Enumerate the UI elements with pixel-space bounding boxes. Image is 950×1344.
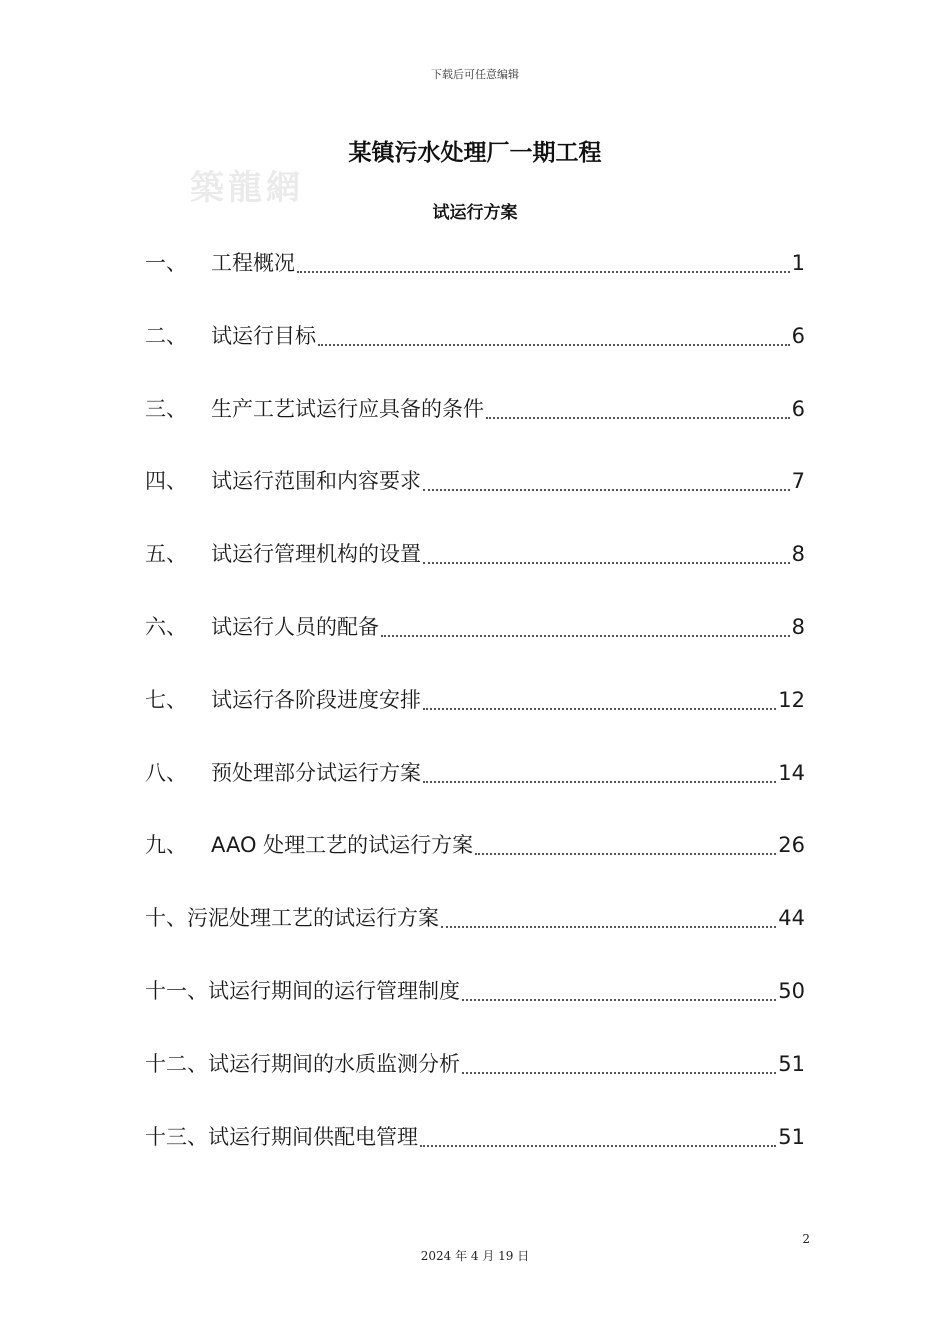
- toc-dot-leader: [381, 609, 790, 637]
- toc-entry-title: 试运行范围和内容要求: [211, 469, 421, 494]
- toc-entry-title: 污泥处理工艺的试运行方案: [187, 906, 439, 931]
- toc-entry-title: 试运行各阶段进度安排: [211, 687, 421, 712]
- toc-dot-leader: [423, 682, 776, 710]
- toc-entry-number: 八、: [145, 760, 187, 785]
- toc-entry-number: 十一、: [145, 978, 208, 1003]
- table-of-contents: [145, 245, 805, 1191]
- toc-dot-leader: [462, 973, 776, 1001]
- toc-entry-title: 工程概况: [211, 251, 295, 275]
- toc-entry-number: 二、: [145, 323, 187, 348]
- toc-entry-title: 试运行期间供配电管理: [208, 1124, 418, 1149]
- toc-entry[interactable]: [145, 827, 805, 900]
- toc-entry-page: 8: [791, 542, 805, 567]
- toc-dot-leader: [423, 755, 776, 783]
- toc-entry-page: 6: [791, 396, 805, 421]
- toc-dot-leader: [462, 1046, 776, 1074]
- toc-entry[interactable]: [145, 900, 805, 973]
- toc-dot-leader: [475, 827, 776, 855]
- toc-entry[interactable]: [145, 1119, 805, 1192]
- toc-entry-number: 九、: [145, 833, 187, 858]
- toc-entry-title: 生产工艺试运行应具备的条件: [211, 396, 484, 421]
- toc-entry-page: 50: [778, 978, 805, 1003]
- toc-entry-page: 1: [791, 251, 805, 275]
- toc-entry-number: 十、: [145, 906, 187, 931]
- header-note: 下载后可任意编辑: [431, 68, 519, 81]
- toc-entry-title: AAO 处理工艺的试运行方案: [211, 833, 474, 858]
- toc-entry-number: 一、: [145, 251, 187, 275]
- toc-dot-leader: [486, 391, 790, 419]
- toc-entry-page: 51: [778, 1051, 805, 1076]
- toc-dot-leader: [423, 463, 790, 491]
- toc-entry-number: 十二、: [145, 1051, 208, 1076]
- toc-entry-page: 51: [778, 1124, 805, 1149]
- document-title: 某镇污水处理厂一期工程: [348, 140, 602, 166]
- toc-entry[interactable]: [145, 1046, 805, 1119]
- toc-entry-number: 三、: [145, 396, 187, 421]
- toc-entry-page: 14: [778, 760, 805, 785]
- toc-dot-leader: [441, 900, 776, 928]
- toc-entry[interactable]: [145, 609, 805, 682]
- toc-entry[interactable]: [145, 463, 805, 536]
- toc-entry-number: 十三、: [145, 1124, 208, 1149]
- footer-date: 2024 年 4 月 19 日: [420, 1249, 530, 1263]
- toc-entry[interactable]: [145, 536, 805, 609]
- page-number: 2: [802, 1232, 810, 1246]
- toc-entry-title: 试运行目标: [211, 323, 316, 348]
- toc-entry[interactable]: [145, 682, 805, 755]
- toc-entry[interactable]: [145, 245, 805, 318]
- toc-entry-number: 七、: [145, 687, 187, 712]
- toc-entry-title: 试运行期间的水质监测分析: [208, 1051, 460, 1076]
- toc-entry-title: 预处理部分试运行方案: [211, 760, 421, 785]
- toc-entry-page: 8: [791, 614, 805, 639]
- toc-entry[interactable]: [145, 755, 805, 828]
- toc-entry-page: 7: [791, 469, 805, 494]
- toc-entry-page: 44: [778, 906, 805, 931]
- toc-entry-title: 试运行管理机构的设置: [211, 542, 421, 567]
- toc-entry-page: 26: [778, 833, 805, 858]
- document-subtitle: 试运行方案: [432, 203, 518, 223]
- toc-entry[interactable]: [145, 318, 805, 391]
- toc-entry[interactable]: [145, 973, 805, 1046]
- toc-entry-number: 六、: [145, 614, 187, 639]
- toc-entry-page: 6: [791, 323, 805, 348]
- toc-dot-leader: [318, 318, 790, 346]
- watermark: 築龍網: [190, 168, 304, 208]
- toc-entry-title: 试运行人员的配备: [211, 614, 379, 639]
- toc-entry[interactable]: [145, 391, 805, 464]
- toc-dot-leader: [297, 245, 790, 273]
- toc-entry-number: 四、: [145, 469, 187, 494]
- toc-entry-title: 试运行期间的运行管理制度: [208, 978, 460, 1003]
- toc-entry-page: 12: [778, 687, 805, 712]
- toc-entry-number: 五、: [145, 542, 187, 567]
- toc-dot-leader: [423, 536, 790, 564]
- toc-dot-leader: [420, 1119, 776, 1147]
